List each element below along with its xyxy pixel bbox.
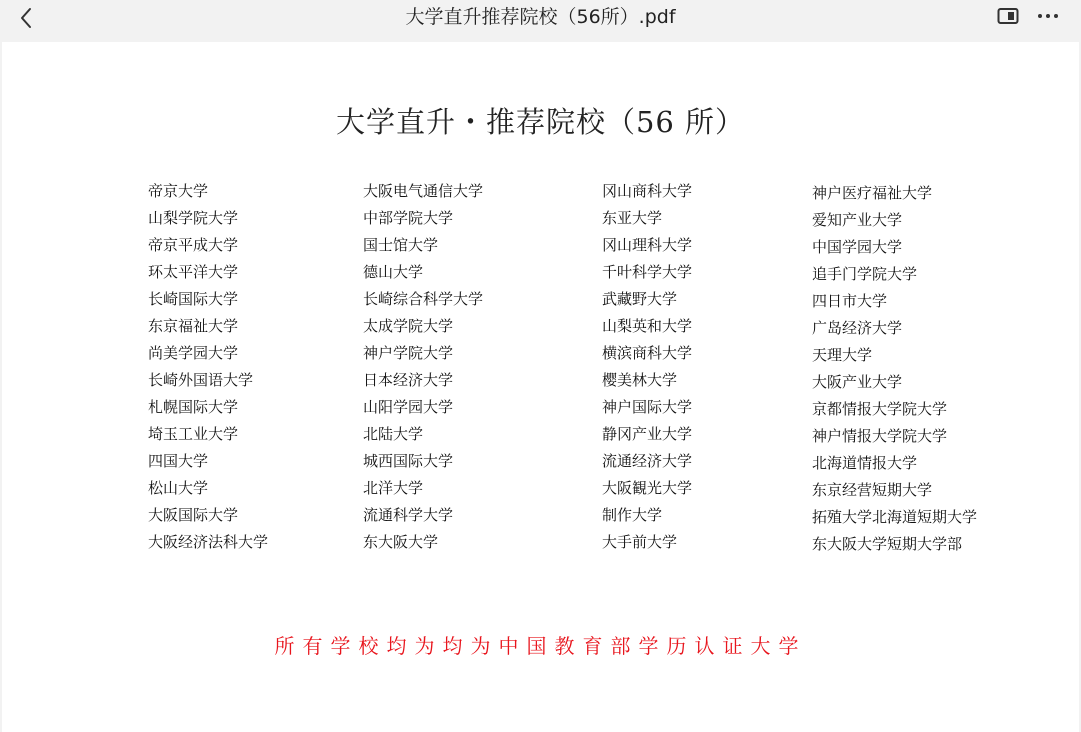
school-column-1 — [148, 178, 348, 556]
school-name: 城西国际大学 — [363, 452, 454, 470]
school-name: 樱美林大学 — [602, 371, 678, 389]
pdf-page — [2, 42, 1079, 732]
school-name: 帝京大学 — [148, 182, 209, 200]
school-name: 中国学园大学 — [812, 238, 903, 256]
school-name: 环太平洋大学 — [148, 263, 239, 281]
school-name: 北洋大学 — [363, 479, 424, 497]
school-name: 北陆大学 — [363, 425, 424, 443]
school-name: 大阪经济法科大学 — [148, 533, 269, 551]
certification-note: 所有学校均为均为中国教育部学历认证大学 — [274, 634, 807, 658]
school-name: 山梨学院大学 — [148, 209, 239, 227]
school-name: 静冈产业大学 — [602, 425, 693, 443]
school-name: 天理大学 — [812, 346, 873, 364]
sidebar-layout-icon — [997, 7, 1019, 25]
school-name: 广岛经济大学 — [812, 319, 903, 337]
school-name: 大阪产业大学 — [812, 373, 903, 391]
school-name: 札幌国际大学 — [148, 398, 239, 416]
school-name: 神户情报大学院大学 — [812, 427, 948, 445]
school-name: 四国大学 — [148, 452, 209, 470]
school-name: 大阪観光大学 — [602, 479, 693, 497]
more-options-button[interactable] — [1036, 6, 1060, 26]
school-name: 日本经济大学 — [363, 371, 454, 389]
school-name: 拓殖大学北海道短期大学 — [812, 508, 978, 526]
school-name: 尚美学园大学 — [148, 344, 239, 362]
school-name: 冈山理科大学 — [602, 236, 693, 254]
school-name: 长崎国际大学 — [148, 290, 239, 308]
ellipsis-icon — [1036, 6, 1060, 26]
school-name: 流通科学大学 — [363, 506, 454, 524]
page-heading: 大学直升・推荐院校（56 所） — [335, 105, 746, 139]
school-name: 东京经营短期大学 — [812, 481, 933, 499]
top-bar — [0, 0, 1081, 40]
school-name: 德山大学 — [363, 263, 424, 281]
school-name: 国士馆大学 — [363, 236, 439, 254]
school-name: 长崎综合科学大学 — [363, 290, 484, 308]
school-name: 太成学院大学 — [363, 317, 454, 335]
school-name: 冈山商科大学 — [602, 182, 693, 200]
school-column-3 — [602, 178, 802, 556]
school-name: 大手前大学 — [602, 533, 678, 551]
school-column-2 — [363, 178, 563, 556]
school-name: 中部学院大学 — [363, 209, 454, 227]
school-name: 四日市大学 — [812, 292, 888, 310]
document-title: 大学直升推荐院校（56所）.pdf — [405, 6, 676, 28]
school-name: 东大阪大学 — [363, 533, 439, 551]
school-name: 东京福祉大学 — [148, 317, 239, 335]
school-name: 神户学院大学 — [363, 344, 454, 362]
school-name: 长崎外国语大学 — [148, 371, 254, 389]
school-name: 京都情报大学院大学 — [812, 400, 948, 418]
school-name: 山梨英和大学 — [602, 317, 693, 335]
school-column-4 — [812, 180, 1012, 558]
layout-toggle-button[interactable] — [997, 7, 1019, 25]
school-name: 大阪国际大学 — [148, 506, 239, 524]
school-name: 东亚大学 — [602, 209, 663, 227]
school-name: 山阳学园大学 — [363, 398, 454, 416]
school-name: 千叶科学大学 — [602, 263, 693, 281]
school-name: 武藏野大学 — [602, 290, 678, 308]
school-name: 神户医疗福祉大学 — [812, 184, 933, 202]
school-name: 松山大学 — [148, 479, 209, 497]
school-name: 爱知产业大学 — [812, 211, 903, 229]
school-name: 埼玉工业大学 — [148, 425, 239, 443]
school-name: 追手门学院大学 — [812, 265, 918, 283]
school-name: 大阪电气通信大学 — [363, 182, 484, 200]
school-name: 东大阪大学短期大学部 — [812, 535, 963, 553]
school-name: 流通经济大学 — [602, 452, 693, 470]
school-name: 帝京平成大学 — [148, 236, 239, 254]
school-name: 横滨商科大学 — [602, 344, 693, 362]
school-name: 制作大学 — [602, 506, 663, 524]
school-name: 神户国际大学 — [602, 398, 693, 416]
school-name: 北海道情报大学 — [812, 454, 918, 472]
